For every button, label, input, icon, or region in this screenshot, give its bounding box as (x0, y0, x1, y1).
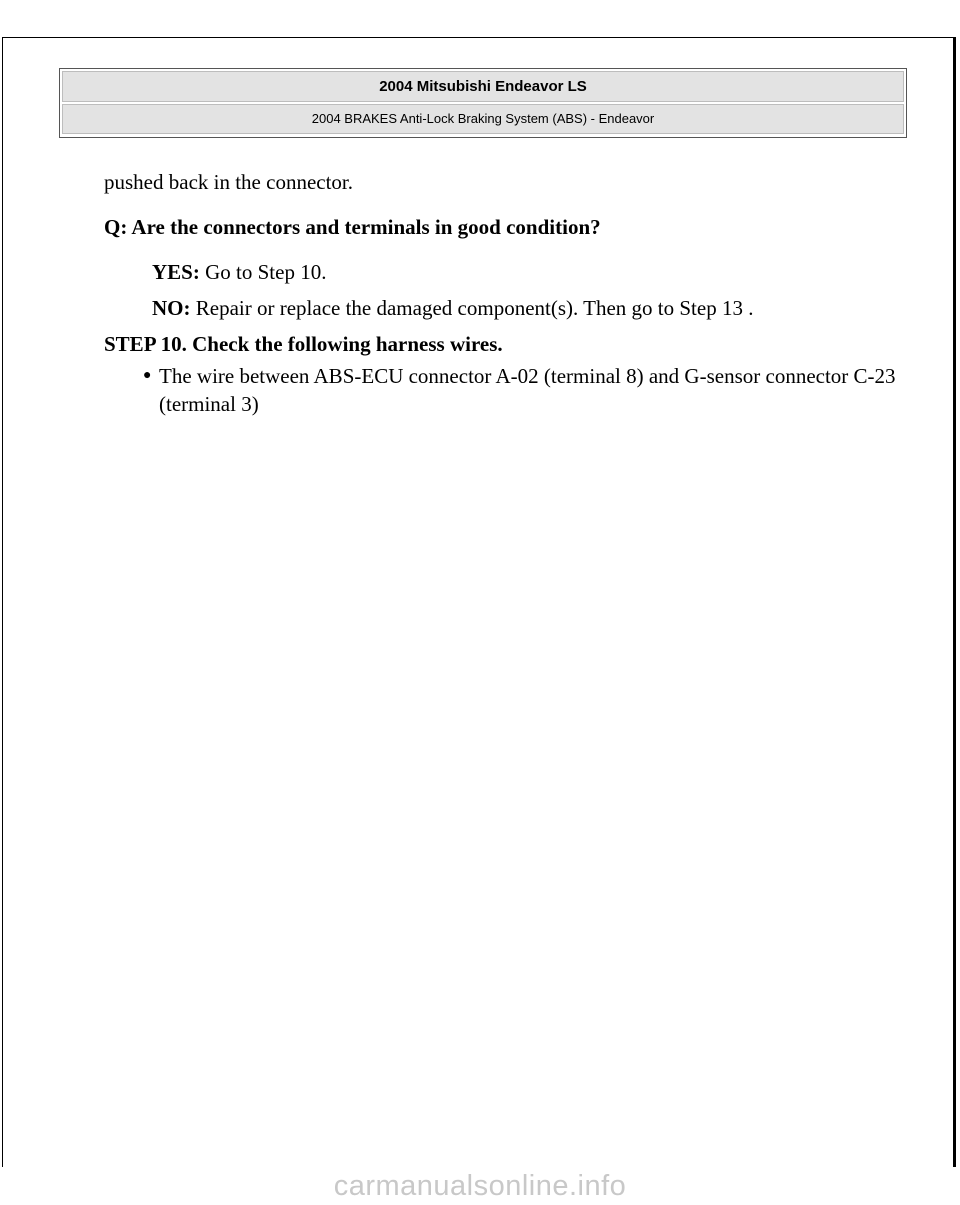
answer-no-label: NO: (152, 296, 191, 320)
bullet-list (104, 362, 904, 418)
document-body (104, 168, 904, 418)
vehicle-title: 2004 Mitsubishi Endeavor LS (62, 71, 904, 102)
bullet-icon: ● (143, 368, 152, 383)
answer-yes (152, 258, 904, 286)
step-heading: STEP 10. Check the following harness wires. (104, 332, 503, 356)
watermark-logo: carmanualsonline.info (333, 1170, 627, 1202)
answer-no-text: Repair or replace the damaged component(s). Then go to Step 13 . (190, 296, 754, 320)
list-item (143, 362, 904, 418)
answer-yes-label: YES: (152, 260, 200, 284)
answer-no (152, 294, 904, 322)
continued-text: pushed back in the connector. (104, 170, 354, 194)
section-subtitle: 2004 BRAKES Anti-Lock Braking System (ABS) - Endeavor (62, 104, 904, 134)
answer-yes-text: Go to Step 10. (199, 260, 327, 284)
question-heading: Q: Are the connectors and terminals in good condition? (104, 215, 601, 239)
document-header (59, 68, 907, 138)
list-item-text: The wire between ABS-ECU connector A-02 (terminal 8) and G-sensor connector C-23 (terminal 3) (159, 364, 896, 416)
